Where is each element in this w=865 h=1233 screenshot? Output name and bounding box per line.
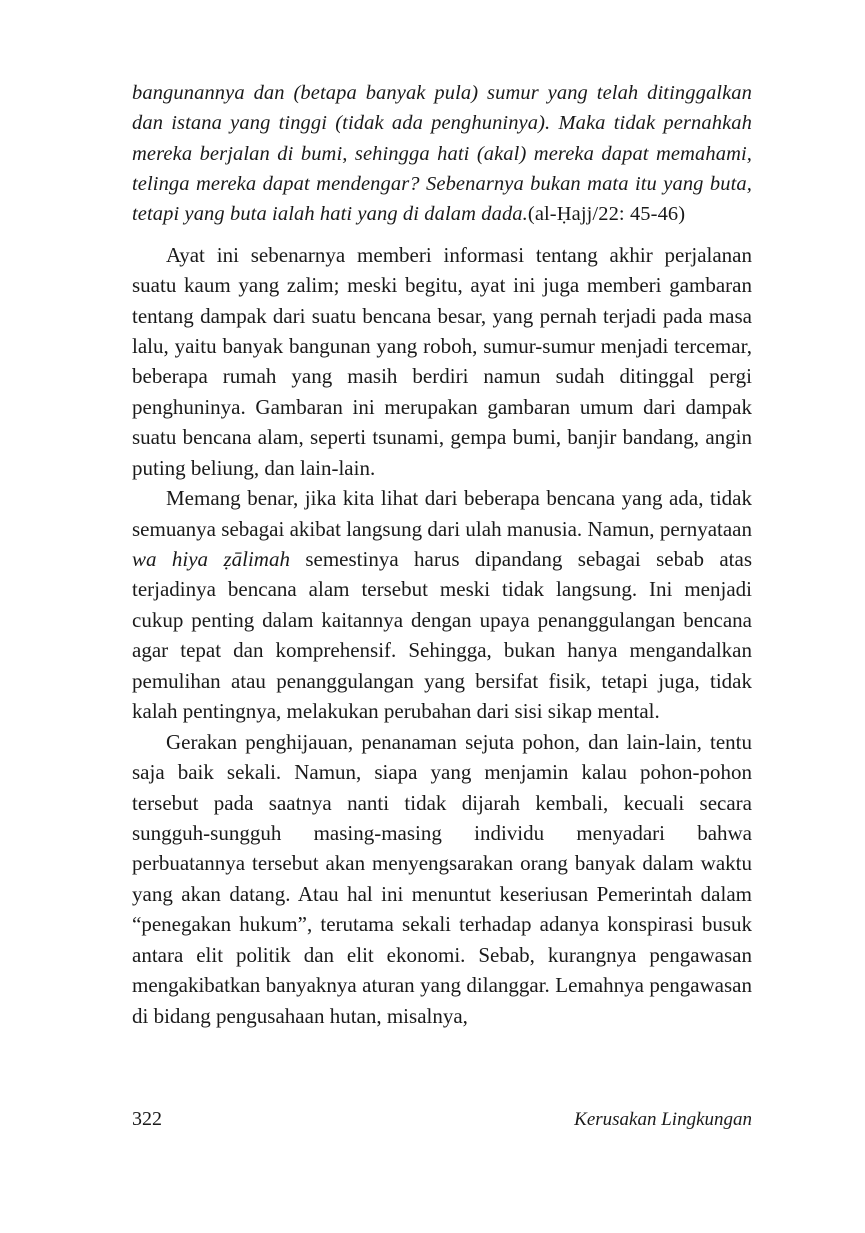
paragraph-2-part-1: Memang benar, jika kita lihat dari beberapa bencana yang ada, tidak semuanya sebagai akibat langsung dari ulah manusia. Namun, pernyataan — [132, 486, 752, 541]
running-head: Kerusakan Lingkungan — [574, 1109, 752, 1130]
quote-reference: (al-Ḥajj/22: 45-46) — [527, 203, 686, 226]
page-footer — [132, 1108, 752, 1131]
quote-text: bangunannya dan (betapa banyak pula) sumur yang telah ditinggalkan dan istana yang tinggi (tidak ada penghuninya). Maka tidak pernahkah mereka berjalan di bumi, sehingga hati (akal) mereka dapat memahami, telinga mereka dapat mendengar? Sebenarnya bukan mata itu yang buta, tetapi yang buta ialah hati yang di dalam dada. — [132, 82, 752, 226]
body-paragraph-1: Ayat ini sebenarnya memberi informasi tentang akhir perjalanan suatu kaum yang zalim; meski begitu, ayat ini juga memberi gambaran tentang dampak dari suatu bencana besar, yang pernah terjadi pada masa lalu, yaitu banyak bangunan yang roboh, sumur-sumur menjadi tercemar, beberapa rumah yang masih berdiri namun sudah ditinggal pergi penghuninya. Gambaran ini merupakan gambaran umum dari dampak suatu bencana alam, seperti tsunami, gempa bumi, banjir bandang, angin puting beliung, dan lain-lain. — [132, 242, 752, 480]
page-number: 322 — [132, 1108, 162, 1130]
page-content — [132, 78, 752, 1031]
quran-quote-block — [132, 78, 752, 230]
body-paragraph-3: Gerakan penghijauan, penanaman sejuta pohon, dan lain-lain, tentu saja baik sekali. Namun, siapa yang menjamin kalau pohon-pohon tersebut pada saatnya nanti tidak dijarah kembali, kecuali secara sungguh-sungguh masing-masing individu menyadari bahwa perbuatannya tersebut akan menyengsarakan orang banyak dalam waktu yang akan datang. Atau hal ini menuntut keseriusan Pemerintah dalam “penegakan hukum”, terutama sekali terhadap adanya konspirasi busuk antara elit politik dan elit ekonomi. Sebab, kurangnya pengawasan mengakibatkan banyaknya aturan yang dilanggar. Lemahnya pengawasan di bidang pengusahaan hutan, misalnya, — [132, 729, 752, 1028]
paragraph-2-part-2: semestinya harus dipandang sebagai sebab atas terjadinya bencana alam tersebut meski tidak langsung. Ini menjadi cukup penting dalam kaitannya dengan upaya penanggulangan bencana agar tepat dan komprehensif. Sehingga, bukan hanya mengandalkan pemulihan atau penanggulangan yang bersifat fisik, tetapi juga, tidak kalah pentingnya, melakukan perubahan dari sisi sikap mental. — [132, 547, 752, 724]
body-paragraph-2 — [132, 483, 752, 727]
transliterated-term: wa hiya ẓālimah — [132, 547, 290, 572]
